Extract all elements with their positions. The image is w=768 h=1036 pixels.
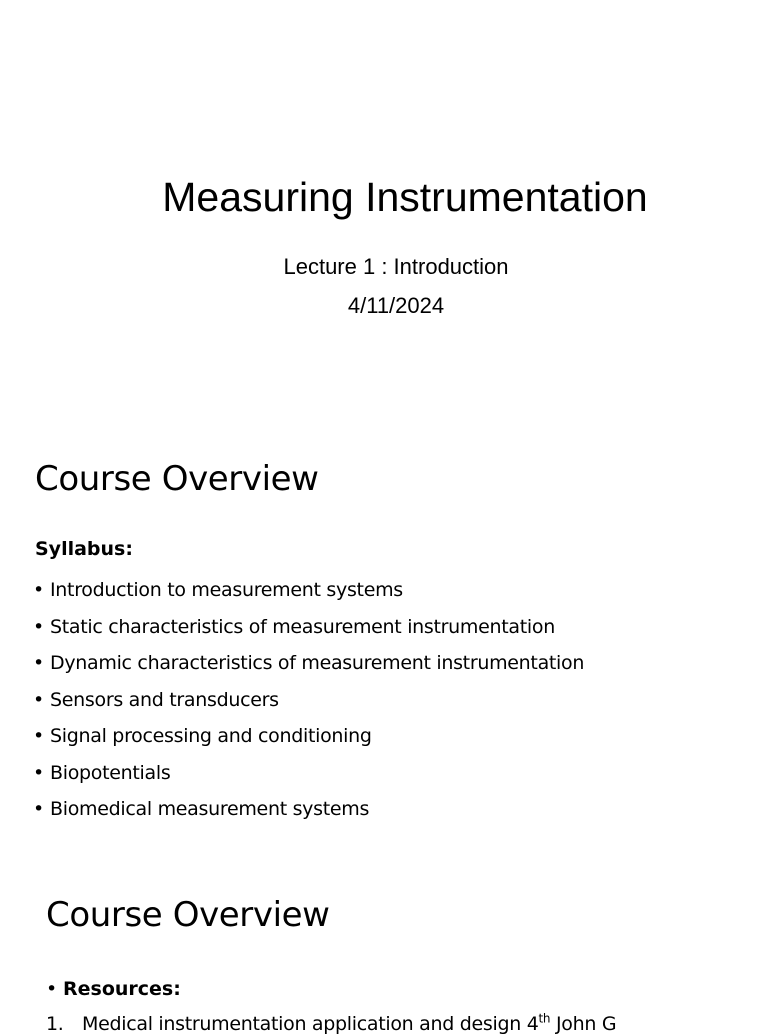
list-item — [33, 791, 584, 828]
list-item — [33, 609, 584, 646]
resources-label: Resources: — [63, 978, 181, 1000]
resource-item — [46, 1012, 616, 1036]
list-item — [33, 572, 584, 609]
list-item-text: Signal processing and conditioning — [50, 725, 372, 747]
resource-number: 1. — [46, 1013, 64, 1035]
list-item-text: Biomedical measurement systems — [50, 798, 370, 820]
bullet-icon: • — [33, 798, 44, 820]
syllabus-list — [33, 572, 584, 828]
section-heading: Course Overview — [35, 459, 319, 499]
list-item — [33, 755, 584, 792]
course-overview-slide-syllabus — [0, 430, 768, 870]
resources-header — [46, 977, 181, 1001]
bullet-icon: • — [33, 652, 44, 674]
section-heading: Course Overview — [46, 895, 330, 935]
bullet-icon: • — [33, 761, 44, 784]
list-item — [33, 645, 584, 682]
list-item — [33, 718, 584, 755]
lecture-date: 4/11/2024 — [347, 293, 445, 318]
bullet-icon: • — [33, 688, 44, 711]
list-item-text: Introduction to measurement systems — [50, 579, 403, 601]
list-item-text: Dynamic characteristics of measurement instrumentation — [50, 652, 585, 674]
list-item-text: Sensors and transducers — [50, 688, 279, 711]
bullet-icon: • — [46, 978, 58, 1000]
lecture-subtitle: Lecture 1 : Introduction — [283, 254, 509, 279]
resource-superscript: th — [538, 1011, 551, 1026]
resource-text: Medical instrumentation application and design 4 — [82, 1013, 539, 1035]
resource-text-continued: John G — [550, 1013, 617, 1035]
presentation-title: Measuring Instrumentation — [162, 174, 648, 220]
bullet-icon: • — [33, 615, 44, 638]
list-item-text: Biopotentials — [50, 761, 171, 784]
course-overview-slide-resources — [0, 870, 768, 1035]
bullet-icon: • — [33, 725, 44, 747]
list-item — [33, 682, 584, 719]
bullet-icon: • — [33, 579, 44, 601]
syllabus-label: Syllabus: — [35, 538, 133, 560]
title-slide — [0, 0, 768, 430]
list-item-text: Static characteristics of measurement instrumentation — [50, 615, 555, 638]
